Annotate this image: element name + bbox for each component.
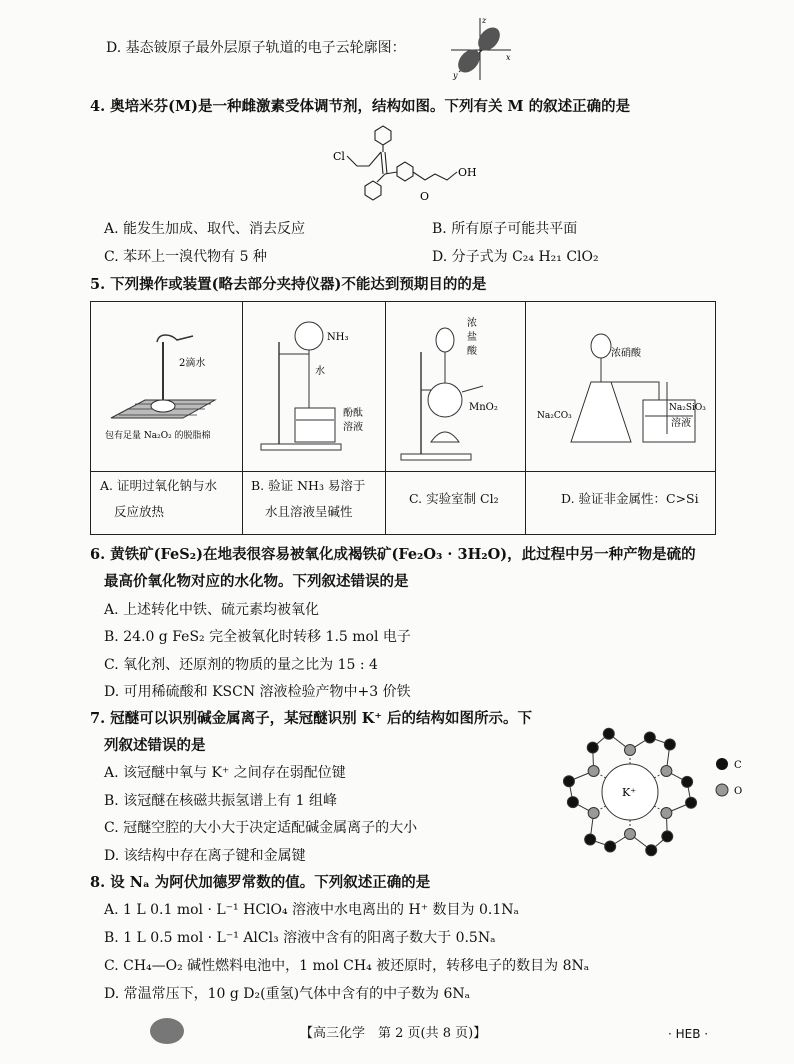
legend-carbon-dot — [716, 758, 728, 770]
carbon-atom — [646, 845, 657, 856]
q7-option-b: B. 该冠醚在核磁共振氢谱上有 1 组峰 — [104, 793, 337, 809]
caption-d: D. 验证非金属性：C>Si — [561, 491, 699, 506]
q8-option-c: C. CH₄—O₂ 碱性燃料电池中，1 mol CH₄ 被还原时，转移电子的数目为 8Nₐ — [104, 958, 590, 974]
caption-a-line1: A. 证明过氧化钠与水 — [100, 478, 217, 493]
legend-carbon-label: C — [734, 760, 742, 771]
q8-stem: 8. 设 Nₐ 为阿伏加德罗常数的值。下列叙述正确的是 — [90, 874, 431, 891]
ospemifene-structure — [325, 124, 535, 214]
q6-option-b: B. 24.0 g FeS₂ 完全被氧化时转移 1.5 mol 电子 — [104, 629, 411, 645]
footer-code: · HEB · — [668, 1027, 709, 1041]
figure-d — [531, 316, 711, 466]
carbon-atom — [686, 797, 697, 808]
carbon-atom — [585, 834, 596, 845]
carbon-atom — [605, 841, 616, 852]
q4-stem: 4. 奥培米芬(M)是一种雌激素受体调节剂，结构如图。下列有关 M 的叙述正确的是 — [90, 98, 631, 115]
svg-text:z: z — [482, 16, 487, 25]
q4-option-a: A. 能发生加成、取代、消去反应 — [104, 221, 306, 237]
fig-a-drops: 2滴水 — [179, 358, 206, 369]
svg-text:x: x — [506, 53, 511, 62]
q8-option-b: B. 1 L 0.5 mol · L⁻¹ AlCl₃ 溶液中含有的阳离子数大于 0.5Nₐ — [104, 930, 496, 946]
figure-a — [97, 322, 237, 442]
experiment-table — [90, 301, 716, 535]
q4-option-c: C. 苯环上一溴代物有 5 种 — [104, 249, 267, 265]
o-label: O — [420, 190, 430, 203]
fig-d-na2co3: Na₂CO₃ — [537, 411, 572, 421]
q7-stem-line1: 7. 冠醚可以识别碱金属离子，某冠醚识别 K⁺ 后的结构如图所示。下 — [90, 710, 533, 727]
fig-c-mno2: MnO₂ — [469, 402, 498, 413]
q6-option-d: D. 可用稀硫酸和 KSCN 溶液检验产物中+3 价铁 — [104, 684, 411, 700]
fig-d-sol: 溶液 — [671, 418, 691, 429]
caption-b-line1: B. 验证 NH₃ 易溶于 — [251, 478, 366, 493]
carbon-atom — [563, 776, 574, 787]
q8-option-a: A. 1 L 0.1 mol · L⁻¹ HClO₄ 溶液中水电离出的 H⁺ 数目为 0.1Nₐ — [104, 902, 519, 918]
carbon-atom — [682, 776, 693, 787]
carbon-atom — [567, 797, 578, 808]
fig-c-acid3: 酸 — [467, 346, 477, 357]
oh-label: OH — [458, 166, 477, 179]
publisher-logo — [150, 1018, 184, 1044]
fig-b-phenol1: 酚酞 — [343, 408, 363, 419]
oxygen-atom — [588, 766, 599, 777]
fig-b-phenol2: 溶液 — [343, 422, 363, 433]
svg-text:y: y — [453, 71, 458, 80]
figure-c — [391, 312, 521, 467]
q6-stem-line2: 最高价氧化物对应的水化物。下列叙述错误的是 — [104, 573, 409, 590]
carbon-atom — [587, 742, 598, 753]
oxygen-atom — [661, 766, 672, 777]
q7-option-a: A. 该冠醚中氧与 K⁺ 之间存在弱配位键 — [104, 765, 346, 781]
fig-a-cotton: 包有足量 Na₂O₂ 的脱脂棉 — [105, 431, 211, 441]
fig-b-nh3: NH₃ — [327, 332, 349, 343]
carbon-atom — [664, 739, 675, 750]
footer-page-info: 【高三化学 第 2 页(共 8 页)】 — [300, 1026, 487, 1041]
q7-option-c: C. 冠醚空腔的大小大于决定适配碱金属离子的大小 — [104, 820, 418, 836]
q6-option-a: A. 上述转化中铁、硫元素均被氧化 — [104, 602, 320, 618]
q6-option-c: C. 氧化剂、还原剂的物质的量之比为 15 : 4 — [104, 657, 378, 673]
carbon-atom — [662, 831, 673, 842]
fig-d-na2sio3: Na₂SiO₃ — [669, 403, 706, 413]
q8-option-d: D. 常温常压下，10 g D₂(重氢)气体中含有的中子数为 6Nₐ — [104, 986, 471, 1002]
oxygen-atom — [625, 745, 636, 756]
q7-stem-line2: 列叙述错误的是 — [104, 737, 206, 754]
q3-option-d: D. 基态铍原子最外层原子轨道的电子云轮廓图： — [106, 40, 406, 56]
cl-label: Cl — [333, 150, 345, 163]
orbital-diagram — [445, 14, 515, 84]
q4-option-b: B. 所有原子可能共平面 — [432, 221, 578, 237]
caption-b-line2: 水且溶液呈碱性 — [265, 504, 353, 519]
crown-ether-diagram — [560, 712, 760, 872]
legend-oxygen-label: O — [734, 786, 743, 797]
oxygen-atom — [625, 829, 636, 840]
fig-d-acid: 浓硝酸 — [611, 348, 641, 359]
oxygen-atom — [588, 808, 599, 819]
q7-option-d: D. 该结构中存在离子键和金属键 — [104, 848, 306, 864]
figure-b — [247, 316, 381, 466]
q6-stem-line1: 6. 黄铁矿(FeS₂)在地表很容易被氧化成褐铁矿(Fe₂O₃ · 3H₂O)，此过程中另一种产物是硫的 — [90, 546, 696, 563]
caption-a-line2: 反应放热 — [114, 504, 165, 519]
fig-c-acid2: 盐 — [467, 332, 477, 343]
legend-oxygen-dot — [716, 784, 728, 796]
caption-c: C. 实验室制 Cl₂ — [409, 491, 499, 506]
fig-b-water: 水 — [315, 366, 325, 377]
carbon-atom — [603, 728, 614, 739]
oxygen-atom — [661, 808, 672, 819]
q5-stem: 5. 下列操作或装置(略去部分夹持仪器)不能达到预期目的的是 — [90, 276, 487, 293]
carbon-atom — [644, 732, 655, 743]
fig-c-acid1: 浓 — [467, 318, 477, 329]
q4-option-d: D. 分子式为 C₂₄ H₂₁ ClO₂ — [432, 249, 599, 265]
crown-center-ion: K⁺ — [622, 786, 637, 799]
